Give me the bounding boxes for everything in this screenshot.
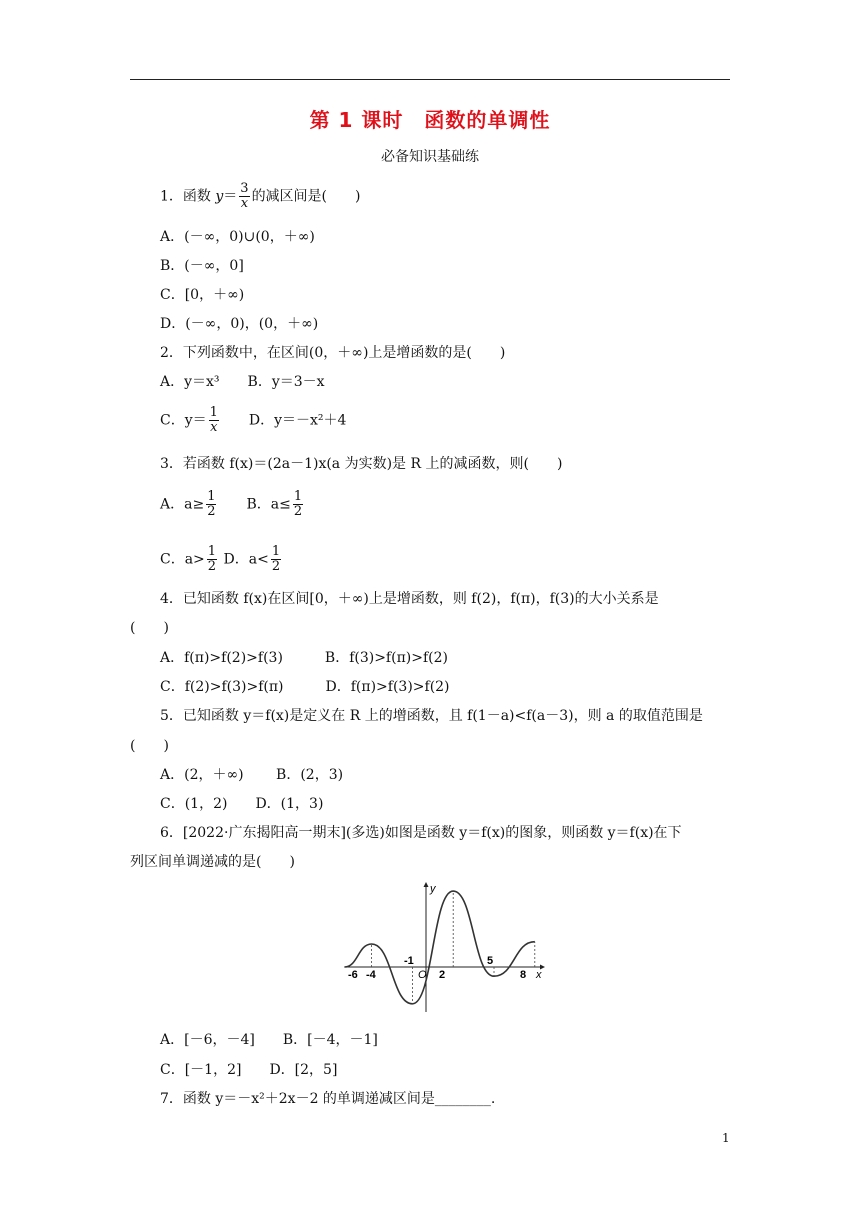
q7-stem: 7．函数 y＝－x²＋2x－2 的单调递减区间是________. bbox=[160, 1091, 496, 1107]
tick-label-2: 2 bbox=[439, 969, 446, 981]
q3-optd-fraction bbox=[271, 545, 281, 574]
q1-stem-before: 1．函数 bbox=[160, 188, 216, 205]
q3-frac-num: 1 bbox=[293, 489, 303, 504]
q3-opta-prefix: A．a≥ bbox=[160, 496, 205, 513]
q2-optd: D．y＝－x²＋4 bbox=[220, 412, 347, 429]
q3-options-cd[interactable] bbox=[160, 545, 283, 574]
q6-stem-line1: 6．[2022·广东揭阳高一期末](多选)如图是函数 y＝f(x)的图象，则函数 y＝f(x)在下 bbox=[160, 825, 682, 841]
q3-opta-fraction bbox=[206, 490, 216, 519]
q6-stem-line2: 列区间单调递减的是( ) bbox=[130, 854, 295, 870]
q1-frac-den: x bbox=[240, 196, 249, 211]
q2-optc-fraction bbox=[209, 406, 219, 435]
tick-label-8: 8 bbox=[520, 969, 527, 981]
q2-frac-den: x bbox=[210, 420, 218, 435]
q3-stem: 3．若函数 f(x)＝(2a－1)x(a 为实数)是 R 上的减函数，则( ) bbox=[160, 456, 563, 472]
q3-optc-fraction bbox=[207, 545, 217, 574]
tick-label-minus4: -4 bbox=[366, 969, 376, 981]
y-axis-label: y bbox=[430, 883, 436, 895]
q1-frac-num: 3 bbox=[240, 181, 249, 196]
q1-stem-after: 的减区间是( ) bbox=[251, 188, 361, 205]
q2-options-cd[interactable] bbox=[160, 406, 346, 435]
q3-frac-num: 1 bbox=[207, 489, 216, 504]
q3-frac-den: 2 bbox=[207, 504, 216, 519]
y-axis-arrow bbox=[424, 882, 429, 887]
q1-stem bbox=[160, 182, 361, 211]
x-axis-label: x bbox=[536, 969, 542, 981]
q4-options-ab[interactable]: A．f(π)>f(2)>f(3) B．f(3)>f(π)>f(2) bbox=[160, 650, 448, 666]
q1-equals: ＝ bbox=[223, 188, 238, 205]
q3-frac-den: 2 bbox=[207, 559, 217, 574]
q2-frac-num: 1 bbox=[209, 405, 218, 420]
q3-optb-fraction bbox=[293, 490, 303, 519]
q5-stem-line1: 5．已知函数 y＝f(x)是定义在 R 上的增函数，且 f(1－a)<f(a－3)，则 a 的取值范围是 bbox=[160, 708, 703, 724]
origin-label: O bbox=[418, 969, 427, 981]
q1-option-b[interactable]: B．(－∞，0] bbox=[160, 258, 244, 274]
q5-options-cd[interactable]: C．(1，2) D．(1，3) bbox=[160, 796, 324, 812]
tick-label-minus6: -6 bbox=[348, 969, 358, 981]
q2-stem: 2．下列函数中，在区间(0，＋∞)上是增函数的是( ) bbox=[160, 345, 506, 361]
q6-options-ab[interactable]: A．[－6，－4] B．[－4，－1] bbox=[160, 1032, 378, 1048]
q3-optb-prefix: B．a≤ bbox=[218, 496, 291, 513]
q5-stem-line2: ( ) bbox=[130, 738, 169, 754]
tick-label-minus1: -1 bbox=[404, 955, 414, 967]
q1-option-c[interactable]: C．[0，＋∞) bbox=[160, 287, 245, 303]
q5-options-ab[interactable]: A．(2，＋∞) B．(2，3) bbox=[160, 767, 344, 783]
q6-options-cd[interactable]: C．[－1，2] D．[2，5] bbox=[160, 1062, 338, 1078]
q1-fraction bbox=[239, 182, 249, 211]
function-graph bbox=[340, 880, 546, 1015]
function-curve bbox=[344, 891, 534, 1004]
q4-stem-line2: ( ) bbox=[130, 620, 169, 636]
q3-options-ab[interactable] bbox=[160, 490, 305, 519]
header-rule bbox=[130, 79, 730, 80]
page-title: 第 1 课时 函数的单调性 bbox=[309, 108, 551, 132]
q1-var-y: y bbox=[215, 188, 224, 205]
q4-stem-line1: 4．已知函数 f(x)在区间[0，＋∞)上是增函数，则 f(2)，f(π)，f(3)的大小关系是 bbox=[160, 591, 659, 607]
page-number: 1 bbox=[722, 1131, 730, 1145]
q4-options-cd[interactable]: C．f(2)>f(3)>f(π) D．f(π)>f(3)>f(2) bbox=[160, 679, 450, 695]
q2-optc-prefix: C．y＝ bbox=[160, 412, 207, 429]
q3-frac-den: 2 bbox=[271, 559, 281, 574]
q1-option-d[interactable]: D．(－∞，0)，(0，＋∞) bbox=[160, 316, 319, 332]
section-subtitle: 必备知识基础练 bbox=[381, 149, 479, 165]
q3-frac-num: 1 bbox=[207, 544, 217, 559]
q1-option-a[interactable]: A．(－∞，0)∪(0，＋∞) bbox=[160, 229, 315, 245]
q3-frac-num: 1 bbox=[271, 544, 281, 559]
q3-optc-prefix: C．a> bbox=[160, 551, 205, 568]
q3-frac-den: 2 bbox=[293, 504, 303, 519]
q2-options-ab[interactable]: A．y＝x³ B．y＝3－x bbox=[160, 374, 325, 390]
tick-label-5: 5 bbox=[487, 955, 494, 967]
q3-optd-prefix: D．a< bbox=[219, 551, 269, 568]
